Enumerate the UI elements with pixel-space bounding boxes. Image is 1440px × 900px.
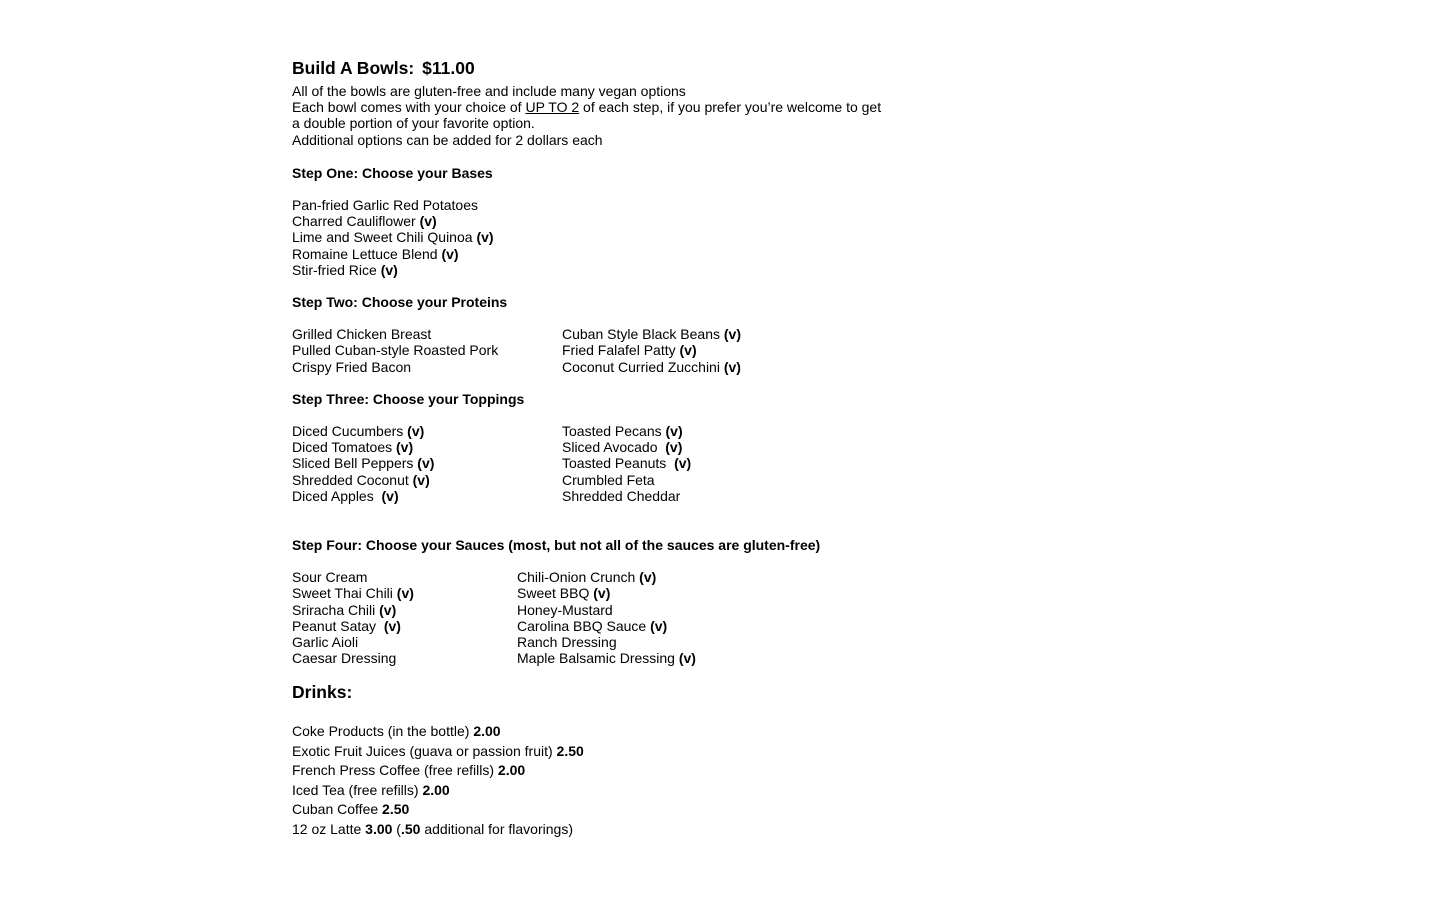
menu-page [292,58,912,839]
drink-item: French Press Coffee (free refills) 2.00 [292,762,526,779]
list-item: Honey-Mustard [517,601,613,618]
intro-line-1: All of the bowls are gluten-free and include many vegan options [292,83,686,99]
intro-line-2-post: of each step, if you prefer you’re welcome to get [579,99,882,116]
step-one-list [292,197,912,278]
bowls-title-text: Build A Bowls: [292,58,415,78]
drink-item: Coke Products (in the bottle) 2.00 [292,723,501,740]
step-two-left-list [292,326,562,375]
bowls-price: $11.00 [422,58,475,78]
step-two-right-list [562,326,741,375]
list-item: Sour Cream [292,569,368,586]
intro-line-3: a double portion of your favorite option. [292,115,535,132]
list-item: Diced Cucumbers (v) [292,423,425,440]
list-item: Romaine Lettuce Blend (v) [292,245,459,262]
drinks-title: Drinks: [292,682,353,703]
list-item: Sweet Thai Chili (v) [292,585,414,602]
list-item: Sriracha Chili (v) [292,601,397,618]
list-item: Carolina BBQ Sauce (v) [517,617,668,634]
list-item: Grilled Chicken Breast [292,326,432,343]
list-item: Crumbled Feta [562,471,655,488]
list-item: Fried Falafel Patty (v) [562,342,697,359]
list-item: Shredded Coconut (v) [292,471,430,488]
drink-item: Exotic Fruit Juices (guava or passion fruit) 2.50 [292,742,584,759]
step-two-columns [292,326,912,375]
intro-line-4: Additional options can be added for 2 dollars each [292,131,603,148]
list-item: Charred Cauliflower (v) [292,213,437,230]
list-item: Diced Apples (v) [292,487,399,504]
step-four-heading: Step Four: Choose your Sauces (most, but not all of the sauces are gluten-free) [292,537,821,554]
drink-item: 12 oz Latte 3.00 (.50 additional for flavorings) [292,820,573,837]
step-four-left-list [292,569,517,666]
list-item: Lime and Sweet Chili Quinoa (v) [292,229,494,246]
up-to-2-emphasis: UP TO 2 [525,99,580,116]
intro-line-2-pre: Each bowl comes with your choice of [292,99,526,116]
step-two-heading: Step Two: Choose your Proteins [292,294,508,311]
step-three-right-list [562,423,691,504]
list-item: Stir-fried Rice (v) [292,261,398,278]
list-item: Peanut Satay (v) [292,617,401,634]
list-item: Cuban Style Black Beans (v) [562,326,741,343]
list-item: Sliced Avocado (v) [562,439,683,456]
list-item: Coconut Curried Zucchini (v) [562,358,741,375]
intro-line-2 [292,99,912,115]
step-three-left-list [292,423,562,504]
step-one-heading: Step One: Choose your Bases [292,164,493,181]
list-item: Pan-fried Garlic Red Potatoes [292,197,478,214]
step-four-columns [292,569,912,666]
list-item: Toasted Peanuts (v) [562,455,692,472]
list-item: Shredded Cheddar [562,487,681,504]
bowls-title [292,58,912,79]
step-three-heading: Step Three: Choose your Toppings [292,390,525,407]
drinks-list [292,722,912,839]
step-four-right-list [517,569,696,666]
step-three-columns [292,423,912,504]
list-item: Toasted Pecans (v) [562,423,683,440]
list-item: Diced Tomatoes (v) [292,439,414,456]
list-item: Sliced Bell Peppers (v) [292,455,435,472]
list-item: Chili-Onion Crunch (v) [517,569,657,586]
list-item: Caesar Dressing [292,650,397,667]
list-item: Garlic Aioli [292,634,359,651]
list-item: Pulled Cuban-style Roasted Pork [292,342,499,359]
list-item: Maple Balsamic Dressing (v) [517,650,696,667]
drink-item: Cuban Coffee 2.50 [292,801,410,818]
list-item: Crispy Fried Bacon [292,358,412,375]
bowls-intro [292,83,912,148]
list-item: Sweet BBQ (v) [517,585,611,602]
list-item: Ranch Dressing [517,634,617,651]
drink-item: Iced Tea (free refills) 2.00 [292,781,450,798]
